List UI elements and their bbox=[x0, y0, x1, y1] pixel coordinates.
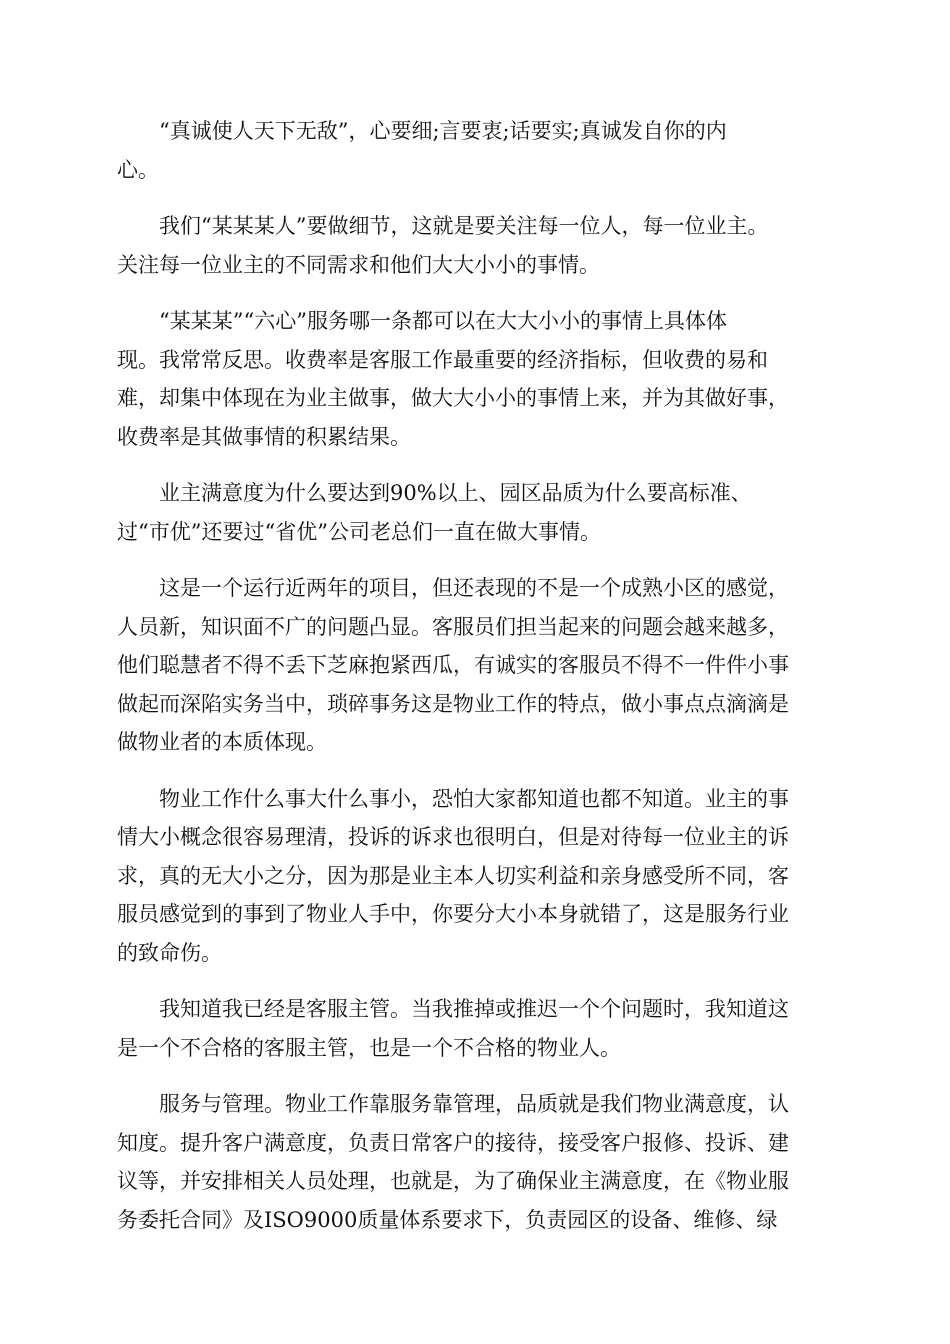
text-line: 他们聪慧者不得不丢下芝麻抱紧西瓜，有诚实的客服员不得不一件件小事 bbox=[117, 653, 789, 677]
text-line: 情大小概念很容易理清，投诉的诉求也很明白，但是对待每一位业主的诉 bbox=[117, 825, 789, 849]
text-line: 服员感觉到的事到了物业人手中，你要分大小本身就错了，这是服务行业 bbox=[117, 902, 789, 926]
text-line: 这是一个运行近两年的项目，但还表现的不是一个成熟小区的感觉， bbox=[159, 576, 789, 600]
text-line: 做物业者的本质体现。 bbox=[117, 730, 327, 754]
text-line: 的致命伤。 bbox=[117, 940, 222, 965]
paragraph-6 bbox=[117, 780, 832, 973]
text-line: 务委托合同》及ISO9000质量体系要求下，负责园区的设备、维修、绿 bbox=[117, 1207, 778, 1232]
text-line: 议等，并安排相关人员处理，也就是，为了确保业主满意度，在《物业服 bbox=[117, 1169, 789, 1193]
text-line: “真诚使人天下无敌”，心要细;言要衷;话要实;真诚发自你的内 bbox=[159, 119, 727, 143]
text-line: “某某某”“六心”服务哪一条都可以在大大小小的事情上具体体 bbox=[159, 309, 727, 333]
text-line: 人员新，知识面不广的问题凸显。客服员们担当起来的问题会越来越多， bbox=[117, 614, 789, 639]
text-line: 求，真的无大小之分，因为那是业主本人切实利益和亲身感受所不同，客 bbox=[117, 863, 789, 888]
text-line: 我知道我已经是客服主管。当我推掉或推迟一个个问题时，我知道这 bbox=[159, 997, 789, 1021]
text-line: 做起而深陷实务当中，琐碎事务这是物业工作的特点，做小事点点滴滴是 bbox=[117, 691, 789, 716]
text-line: 物业工作什么事大什么事小，恐怕大家都知道也都不知道。业主的事 bbox=[159, 786, 789, 811]
text-line: 难，却集中体现在为业主做事，做大大小小的事情上来，并为其做好事， bbox=[117, 386, 789, 410]
text-line: 现。我常常反思。收费率是客服工作最重要的经济指标，但收费的易和 bbox=[117, 347, 768, 372]
text-line: 是一个不合格的客服主管，也是一个不合格的物业人。 bbox=[117, 1035, 621, 1060]
text-line: 关注每一位业主的不同需求和他们大大小小的事情。 bbox=[117, 252, 600, 277]
text-line: 业主满意度为什么要达到90%以上、园区品质为什么要高标准、 bbox=[159, 481, 752, 505]
text-line: 知度。提升客户满意度，负责日常客户的接待，接受客户报修、投诉、建 bbox=[117, 1130, 789, 1155]
paragraph-4 bbox=[117, 474, 832, 551]
text-line: 服务与管理。物业工作靠服务靠管理，品质就是我们物业满意度，认 bbox=[159, 1092, 789, 1116]
text-line: 收费率是其做事情的积累结果。 bbox=[117, 424, 411, 449]
paragraph-1 bbox=[117, 112, 832, 189]
paragraph-7 bbox=[117, 990, 832, 1067]
text-line: 过“市优”还要过“省优”公司老总们一直在做大事情。 bbox=[117, 519, 601, 544]
paragraph-2 bbox=[117, 207, 832, 284]
paragraph-5 bbox=[117, 569, 832, 762]
text-line: 我们“某某某人”要做细节，这就是要关注每一位人，每一位业主。 bbox=[159, 214, 769, 238]
text-line: 心。 bbox=[117, 157, 159, 182]
document-body bbox=[117, 112, 832, 1257]
paragraph-3 bbox=[117, 302, 832, 456]
paragraph-8 bbox=[117, 1085, 832, 1239]
